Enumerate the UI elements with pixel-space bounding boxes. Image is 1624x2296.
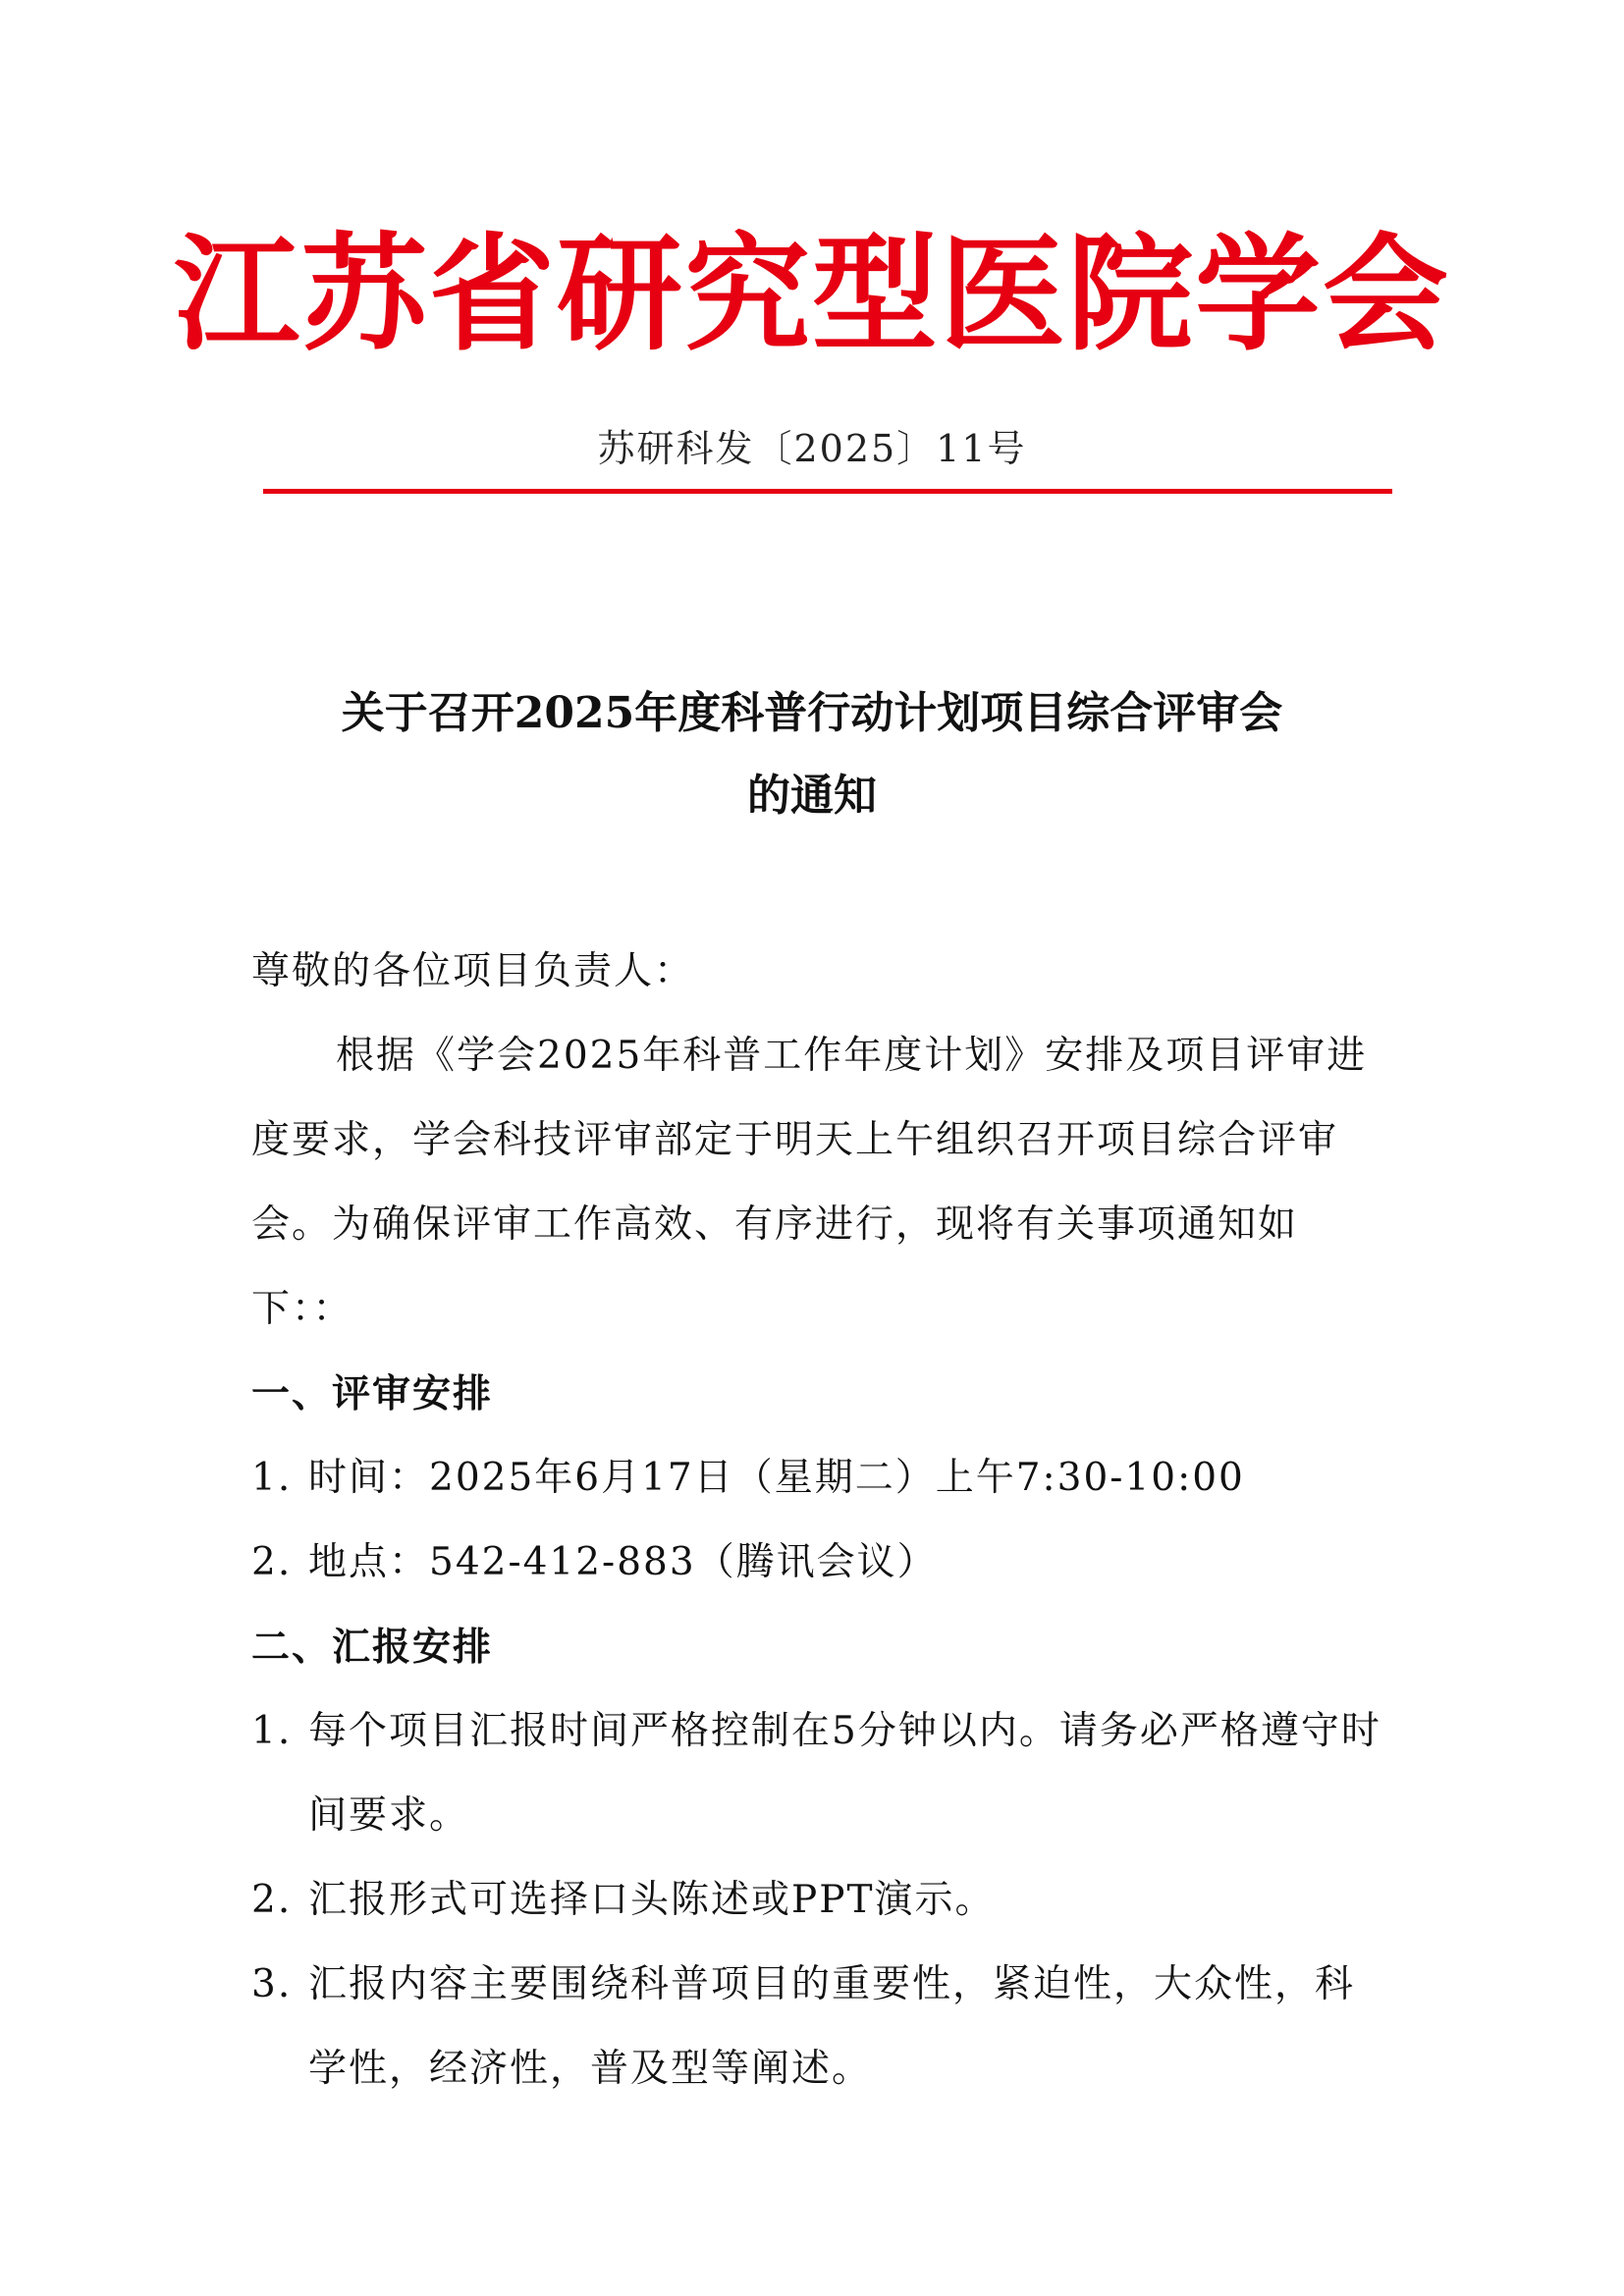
list-item <box>251 1858 1390 1943</box>
intro-paragraph: 根据《学会2025年科普工作年度计划》安排及项目评审进度要求，学会科技评审部定于明天上午组织召开项目综合评审会。为确保评审工作高效、有序进行，现将有关事项通知如下：： <box>251 1034 1368 1331</box>
notice-title-line-2: 的通知 <box>747 771 877 821</box>
list-item-number: 2. <box>251 1878 293 1922</box>
section-heading-review: 一、评审安排 <box>251 1371 494 1416</box>
organization-name: 江苏省研究型医院学会 <box>173 221 1450 368</box>
list-item-text: 汇报内容主要围绕科普项目的重要性，紧迫性，大众性，科学性，经济性，普及型等阐述。 <box>308 1962 1356 2091</box>
list-item <box>251 1521 1390 1605</box>
list-item <box>251 1436 1390 1521</box>
notice-body <box>251 930 1390 2111</box>
notice-title <box>177 672 1447 837</box>
list-item-number: 2. <box>251 1540 293 1584</box>
list-item-text: 汇报形式可选择口头陈述或PPT演示。 <box>308 1878 996 1922</box>
list-item-text: 每个项目汇报时间严格控制在5分钟以内。请务必严格遵守时间要求。 <box>308 1709 1381 1838</box>
list-item-number: 1. <box>251 1456 293 1500</box>
list-item-number: 1. <box>251 1709 293 1753</box>
list-item <box>251 1689 1390 1858</box>
list-item <box>251 1943 1390 2111</box>
list-item-text: 地点：542-412-883（腾讯会议） <box>308 1540 938 1584</box>
notice-title-line-1: 关于召开2025年度科普行动计划项目综合评审会 <box>341 688 1283 738</box>
section-heading-report: 二、汇报安排 <box>251 1625 494 1670</box>
document-number: 苏研科发〔2025〕11号 <box>597 427 1027 470</box>
list-item-text: 时间：2025年6月17日（星期二）上午7:30-10:00 <box>308 1456 1245 1500</box>
list-item-number: 3. <box>251 1962 293 2006</box>
red-divider <box>263 489 1392 494</box>
salutation: 尊敬的各位项目负责人： <box>251 949 695 993</box>
